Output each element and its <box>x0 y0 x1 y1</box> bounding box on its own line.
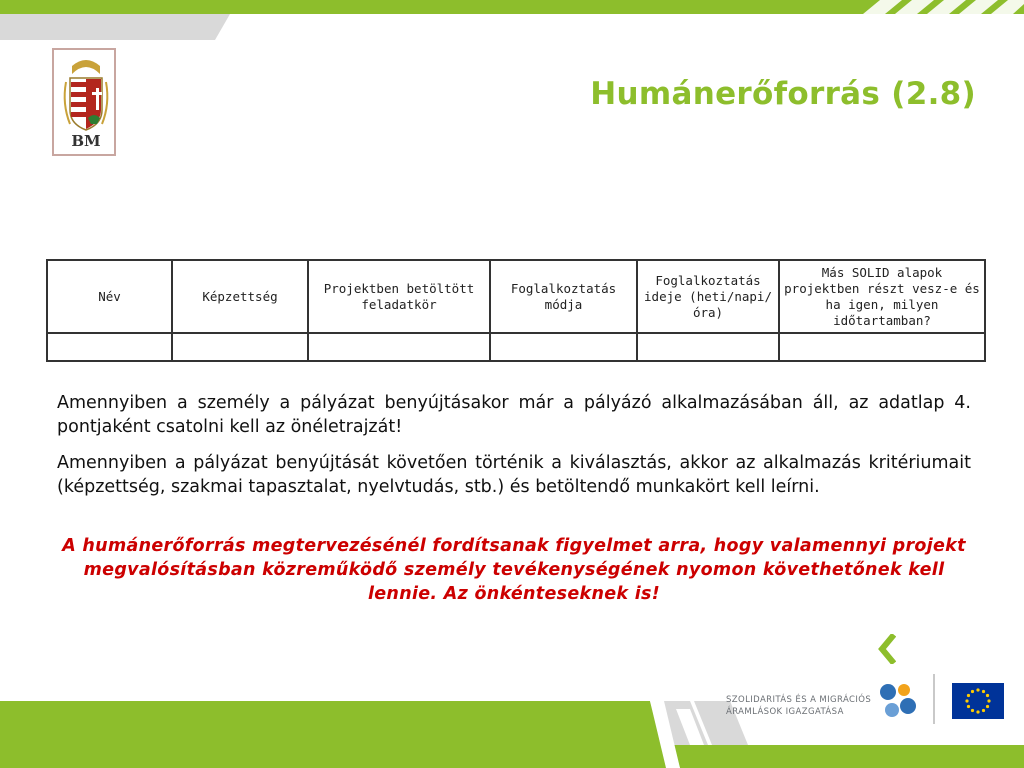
human-resources-table <box>46 259 986 362</box>
table-cell[interactable] <box>308 333 490 361</box>
page-title: Humánerőforrás (2.8) <box>590 76 976 112</box>
column-header-other-solid-projects: Más SOLID alapok projektben részt vesz-e és ha igen, milyen időtartamban? <box>779 260 985 333</box>
column-header-qualification: Képzettség <box>172 260 308 333</box>
table-header-row <box>47 260 985 333</box>
eu-star <box>986 694 989 697</box>
column-header-employment-type: Foglalkoztatás módja <box>490 260 637 333</box>
table-cell[interactable] <box>47 333 172 361</box>
eu-star <box>965 699 968 702</box>
org-name-line2: ÁRAMLÁSOK IGAZGATÁSA <box>726 707 844 717</box>
table-cell[interactable] <box>172 333 308 361</box>
eu-star <box>967 694 970 697</box>
column-header-project-role: Projektben betöltött feladatkör <box>308 260 490 333</box>
footer-divider <box>933 674 935 724</box>
org-name-line1: SZOLIDARITÁS ÉS A MIGRÁCIÓS <box>726 695 872 705</box>
eu-star <box>976 688 979 691</box>
eu-star <box>971 690 974 693</box>
column-header-name: Név <box>47 260 172 333</box>
eu-star <box>982 690 985 693</box>
cv-requirement-paragraph: Amennyiben a személy a pályázat benyújtásakor már a pályázó alkalmazásában áll, az adatlap 4. pontjaként csatolni kell az önéletrajzát! <box>57 393 971 437</box>
top-decoration-band <box>0 0 1024 40</box>
table-cell[interactable] <box>490 333 637 361</box>
solid-emblem-icon <box>876 680 918 722</box>
eu-star <box>967 705 970 708</box>
eu-flag-icon <box>952 683 1004 719</box>
eu-star <box>987 699 990 702</box>
eu-star <box>982 709 985 712</box>
coat-of-arms-icon <box>65 60 108 130</box>
logo-text: BM <box>71 132 101 150</box>
eu-star <box>971 709 974 712</box>
org-name <box>726 694 871 718</box>
traceability-warning: A humánerőforrás megtervezésénél fordítsanak figyelmet arra, hogy valamennyi projekt megvalósításban közreműködő személy tevékenységének nyomon követhetőnek kell lennie. Az önkénteseknek is! <box>62 536 966 604</box>
table-cell[interactable] <box>779 333 985 361</box>
table-cell[interactable] <box>637 333 779 361</box>
column-header-employment-hours: Foglalkoztatás ideje (heti/napi/óra) <box>637 260 779 333</box>
eu-star <box>986 705 989 708</box>
ministry-logo <box>52 48 116 156</box>
table-row <box>47 333 985 361</box>
selection-criteria-paragraph: Amennyiben a pályázat benyújtását követően történik a kiválasztás, akkor az alkalmazás kritériumait (képzettség, szakmai tapasztalat, nyelvtudás, stb.) és betöltendő munkakört kell leírni. <box>57 453 971 497</box>
eu-star <box>976 710 979 713</box>
chevron-left-icon <box>876 634 896 664</box>
